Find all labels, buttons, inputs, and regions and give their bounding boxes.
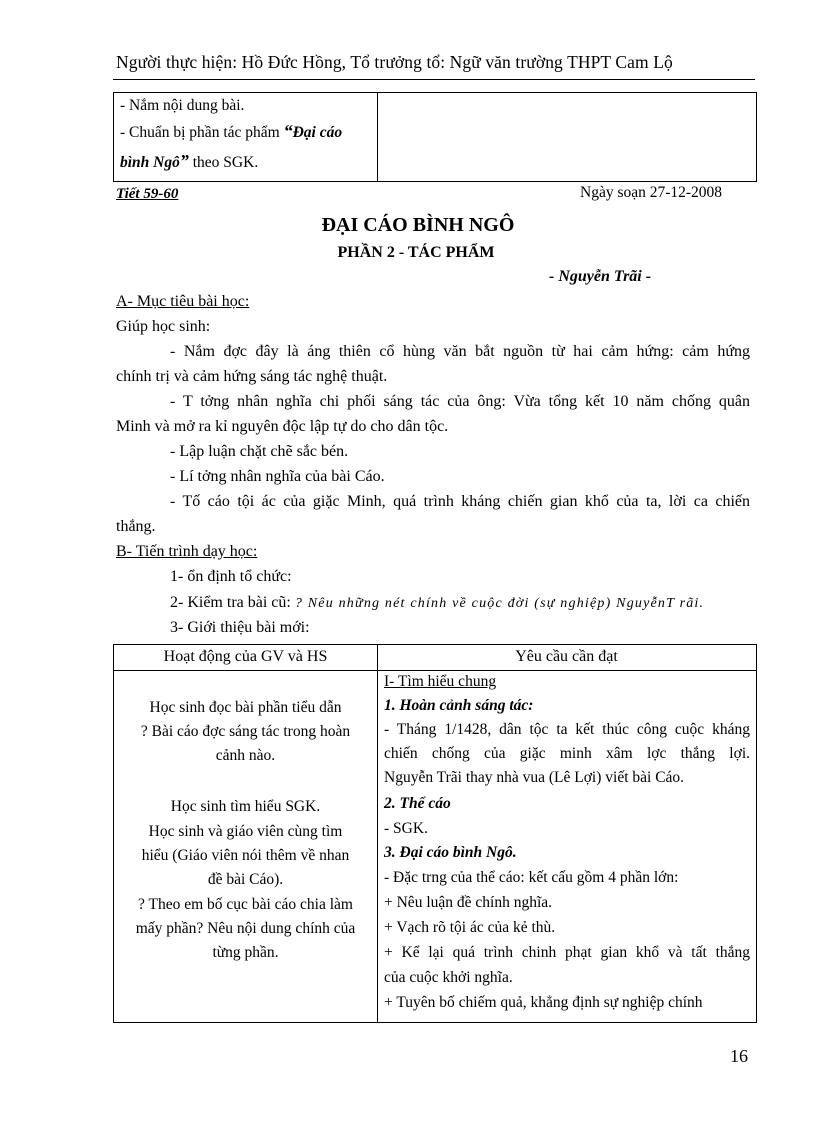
- activity-line: Học sinh và giáo viên cùng tìm: [148, 823, 343, 840]
- top-table: [113, 92, 757, 182]
- objective-3: - Lập luận chặt chẽ sắc bén.: [170, 443, 349, 460]
- author: - Nguyễn Trãi -: [549, 268, 652, 285]
- top-line-2-prefix: - Chuẩn bị phần tác phẩm: [120, 124, 284, 141]
- header-rule: [113, 79, 755, 80]
- top-line-2: [120, 121, 342, 142]
- activity-table: [113, 644, 757, 1023]
- section-heading: I- Tìm hiểu chung: [384, 673, 497, 690]
- requirement-line: - Đặc trng của thể cáo: kết cấu gồm 4 phần lớn:: [384, 869, 679, 886]
- work-title-part-1: Đại cáo: [292, 124, 343, 141]
- objective-5-line-1: - Tố cáo tội ác của giặc Minh, quá trình kháng chiến gian khổ của ta, lời ca chiến: [170, 493, 750, 510]
- activity-line: mấy phần? Nêu nội dung chính của: [135, 920, 356, 937]
- objective-2-line-1: - T tởng nhân nghĩa chi phối sáng tác của ông: Vừa tổng kết 10 năm chống quân: [170, 393, 750, 410]
- page-title: ĐẠI CÁO BÌNH NGÔ: [321, 214, 515, 236]
- activity-line: đề bài Cáo).: [207, 871, 284, 888]
- page-number: 16: [730, 1046, 748, 1066]
- requirement-line: của cuộc khởi nghĩa.: [384, 969, 513, 986]
- activity-line: ? Theo em bố cục bài cáo chia làm: [138, 896, 353, 913]
- activity-line: từng phần.: [212, 944, 279, 961]
- requirement-line: - SGK.: [384, 820, 428, 837]
- column-header-requirements: Yêu cầu cần đạt: [515, 648, 618, 665]
- step-2-question: ? Nêu những nét chính về cuộc đời (sự nghiệp) NguyễnT rãi.: [294, 596, 705, 611]
- requirement-line: - Tháng 1/1428, dân tộc ta kết thúc công cuộc kháng: [384, 721, 750, 738]
- quote-close: ”: [179, 151, 189, 171]
- section-a-intro: Giúp học sinh:: [116, 318, 211, 335]
- subheading: 2. Thể cáo: [384, 795, 451, 812]
- subheading: 1. Hoàn cảnh sáng tác:: [384, 697, 534, 714]
- objective-1-line-1: - Nắm đợc đây là áng thiên cổ hùng văn bắt nguồn từ hai cảm hứng: cảm hứng: [170, 343, 750, 360]
- header-divider: [114, 670, 756, 671]
- table-divider: [377, 93, 378, 181]
- activity-line: cảnh nào.: [215, 747, 276, 764]
- step-3: 3- Giới thiệu bài mới:: [170, 619, 310, 636]
- requirement-line: + Vạch rõ tội ác của kẻ thù.: [384, 919, 556, 936]
- activity-line: Học sinh đọc bài phần tiểu dẫn: [149, 699, 342, 716]
- activity-line: ? Bài cáo đợc sáng tác trong hoàn: [140, 723, 351, 740]
- preparation-date: Ngày soạn 27-12-2008: [580, 184, 723, 201]
- section-b-heading: B- Tiến trình dạy học:: [116, 543, 258, 560]
- top-line-1: - Nắm nội dung bài.: [120, 97, 245, 114]
- page-subtitle: PHẦN 2 - TÁC PHẨM: [337, 244, 495, 261]
- requirement-line: + Tuyên bố chiếm quả, khẳng định sự nghiệp chính: [384, 994, 703, 1011]
- objective-5-line-2: thắng.: [116, 518, 156, 535]
- requirement-line: + Nêu luận đề chính nghĩa.: [384, 894, 553, 911]
- lesson-period: Tiết 59-60: [116, 186, 179, 202]
- step-2-prefix: 2- Kiểm tra bài cũ:: [170, 594, 295, 611]
- quote-open: “: [283, 121, 293, 141]
- activity-line: hiểu (Giáo viên nói thêm về nhan: [141, 847, 350, 864]
- section-a-heading: A- Mục tiêu bài học:: [116, 293, 250, 310]
- requirement-line: + Kể lại quá trình chinh phạt gian khổ và tất thắng: [384, 944, 750, 961]
- top-line-3-suffix: theo SGK.: [188, 154, 259, 171]
- objective-2-line-2: Minh và mở ra kỉ nguyên độc lập tự do cho dân tộc.: [116, 418, 449, 435]
- page-header: Người thực hiện: Hồ Đức Hồng, Tổ trưởng tổ: Ngữ văn trường THPT Cam Lộ: [116, 52, 673, 72]
- objective-1-line-2: chính trị và cảm hứng sáng tác nghệ thuật.: [116, 368, 388, 385]
- column-divider: [377, 645, 378, 1022]
- requirement-line: Nguyễn Trãi thay nhà vua (Lê Lợi) viết bài Cáo.: [384, 769, 685, 786]
- activity-line: Học sinh tìm hiểu SGK.: [170, 798, 321, 815]
- requirement-line: chiến chống của giặc minh xâm lợc thắng lợi.: [384, 745, 750, 762]
- column-header-activities: Hoạt động của GV và HS: [163, 648, 328, 665]
- top-line-3: [120, 151, 258, 172]
- step-2: [170, 594, 704, 612]
- objective-4: - Lí tởng nhân nghĩa của bài Cáo.: [170, 468, 385, 485]
- step-1: 1- ổn định tổ chức:: [170, 568, 292, 585]
- work-title-part-2: bình Ngô: [120, 154, 180, 171]
- subheading: 3. Đại cáo bình Ngô.: [384, 844, 517, 861]
